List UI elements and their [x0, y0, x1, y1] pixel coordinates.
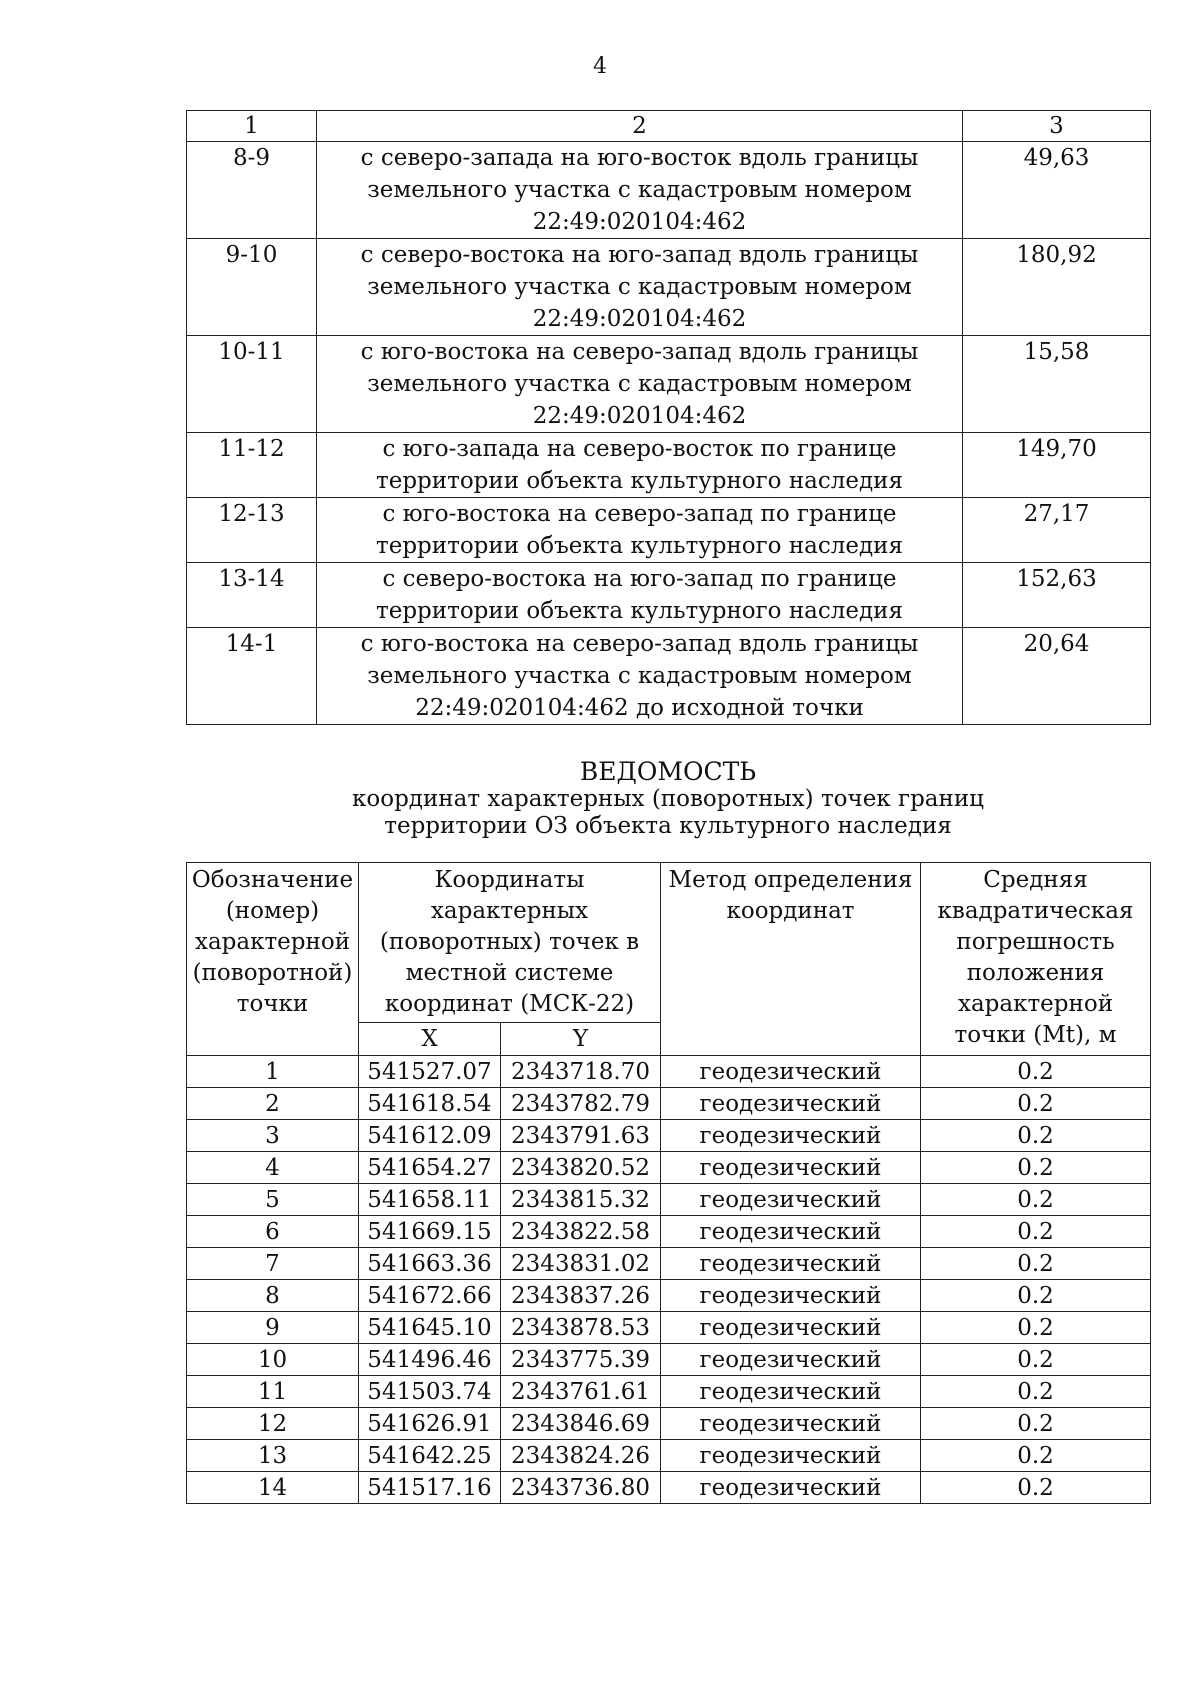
- route-row: [187, 239, 1151, 336]
- coordinate-row: [187, 1088, 1151, 1120]
- header-coordinates: Координаты характерных (поворотных) точек в местной системе координат (МСК-22): [359, 863, 661, 1023]
- cell-y: 2343815.32: [501, 1184, 661, 1216]
- cell-y: 2343878.53: [501, 1312, 661, 1344]
- cell-point: 5: [187, 1184, 359, 1216]
- cell-method: геодезический: [661, 1152, 921, 1184]
- route-length: 180,92: [963, 239, 1151, 336]
- coordinate-row: [187, 1376, 1151, 1408]
- cell-method: геодезический: [661, 1376, 921, 1408]
- cell-error: 0.2: [921, 1216, 1151, 1248]
- route-row: [187, 498, 1151, 563]
- coordinate-row: [187, 1440, 1151, 1472]
- route-segment: 9-10: [187, 239, 317, 336]
- cell-y: 2343846.69: [501, 1408, 661, 1440]
- coordinates-table: [186, 862, 1151, 1504]
- route-row: [187, 336, 1151, 433]
- coordinate-row: [187, 1472, 1151, 1504]
- cell-error: 0.2: [921, 1184, 1151, 1216]
- coordinate-row: [187, 1152, 1151, 1184]
- cell-y: 2343791.63: [501, 1120, 661, 1152]
- coordinate-row: [187, 1248, 1151, 1280]
- cell-method: геодезический: [661, 1280, 921, 1312]
- coordinate-row: [187, 1120, 1151, 1152]
- statement-subtitle-line-2: территории ОЗ объекта культурного наследия: [384, 813, 952, 839]
- header-error: Средняя квадратическая погрешность положения характерной точки (Mt), м: [921, 863, 1151, 1056]
- cell-y: 2343736.80: [501, 1472, 661, 1504]
- cell-point: 2: [187, 1088, 359, 1120]
- route-length: 27,17: [963, 498, 1151, 563]
- cell-point: 1: [187, 1056, 359, 1088]
- route-length: 49,63: [963, 142, 1151, 239]
- cell-point: 4: [187, 1152, 359, 1184]
- route-description: с юго-запада на северо-восток по границе территории объекта культурного наследия: [317, 433, 963, 498]
- cell-point: 14: [187, 1472, 359, 1504]
- cell-method: геодезический: [661, 1056, 921, 1088]
- cell-y: 2343775.39: [501, 1344, 661, 1376]
- cell-error: 0.2: [921, 1312, 1151, 1344]
- coordinate-row: [187, 1056, 1151, 1088]
- cell-method: геодезический: [661, 1120, 921, 1152]
- cell-error: 0.2: [921, 1152, 1151, 1184]
- route-header-col-1: 1: [187, 111, 317, 142]
- cell-error: 0.2: [921, 1248, 1151, 1280]
- cell-x: 541645.10: [359, 1312, 501, 1344]
- route-row: [187, 433, 1151, 498]
- route-length: 152,63: [963, 563, 1151, 628]
- header-point: Обозначение (номер) характерной (поворотной) точки: [187, 863, 359, 1056]
- cell-y: 2343822.58: [501, 1216, 661, 1248]
- cell-point: 13: [187, 1440, 359, 1472]
- route-description: с северо-запада на юго-восток вдоль границы земельного участка с кадастровым номером 22:49:020104:462: [317, 142, 963, 239]
- cell-y: 2343824.26: [501, 1440, 661, 1472]
- route-header-col-2: 2: [317, 111, 963, 142]
- statement-subtitle-line-1: координат характерных (поворотных) точек границ: [352, 786, 984, 812]
- cell-method: геодезический: [661, 1088, 921, 1120]
- cell-x: 541612.09: [359, 1120, 501, 1152]
- cell-point: 8: [187, 1280, 359, 1312]
- cell-x: 541672.66: [359, 1280, 501, 1312]
- route-table-header: [187, 111, 1151, 142]
- cell-error: 0.2: [921, 1440, 1151, 1472]
- statement-title: ВЕДОМОСТЬ: [579, 757, 757, 786]
- route-description: с северо-востока на юго-запад вдоль границы земельного участка с кадастровым номером 22:49:020104:462: [317, 239, 963, 336]
- coordinate-row: [187, 1312, 1151, 1344]
- route-segment: 10-11: [187, 336, 317, 433]
- cell-method: геодезический: [661, 1344, 921, 1376]
- cell-x: 541654.27: [359, 1152, 501, 1184]
- cell-error: 0.2: [921, 1056, 1151, 1088]
- cell-method: геодезический: [661, 1312, 921, 1344]
- route-row: [187, 142, 1151, 239]
- route-table-body: [187, 142, 1151, 725]
- cell-x: 541642.25: [359, 1440, 501, 1472]
- coordinate-row: [187, 1280, 1151, 1312]
- header-method: Метод определения координат: [661, 863, 921, 1056]
- page-number: 4: [593, 54, 607, 79]
- cell-method: геодезический: [661, 1248, 921, 1280]
- route-description: с юго-востока на северо-запад по границе территории объекта культурного наследия: [317, 498, 963, 563]
- route-row: [187, 628, 1151, 725]
- route-length: 149,70: [963, 433, 1151, 498]
- coordinate-row: [187, 1408, 1151, 1440]
- route-segment: 11-12: [187, 433, 317, 498]
- route-row: [187, 563, 1151, 628]
- cell-error: 0.2: [921, 1280, 1151, 1312]
- cell-method: геодезический: [661, 1408, 921, 1440]
- coordinate-row: [187, 1184, 1151, 1216]
- cell-x: 541663.36: [359, 1248, 501, 1280]
- cell-point: 7: [187, 1248, 359, 1280]
- coordinates-header-row: [187, 863, 1151, 1023]
- header-x: X: [359, 1023, 501, 1056]
- cell-error: 0.2: [921, 1344, 1151, 1376]
- cell-x: 541669.15: [359, 1216, 501, 1248]
- route-header-col-3: 3: [963, 111, 1151, 142]
- coordinate-row: [187, 1216, 1151, 1248]
- cell-method: геодезический: [661, 1472, 921, 1504]
- cell-error: 0.2: [921, 1376, 1151, 1408]
- route-segment: 14-1: [187, 628, 317, 725]
- coordinate-row: [187, 1344, 1151, 1376]
- route-description: с северо-востока на юго-запад по границе территории объекта культурного наследия: [317, 563, 963, 628]
- cell-point: 9: [187, 1312, 359, 1344]
- route-segment: 12-13: [187, 498, 317, 563]
- cell-error: 0.2: [921, 1472, 1151, 1504]
- cell-y: 2343837.26: [501, 1280, 661, 1312]
- cell-method: геодезический: [661, 1440, 921, 1472]
- cell-x: 541517.16: [359, 1472, 501, 1504]
- cell-y: 2343782.79: [501, 1088, 661, 1120]
- cell-x: 541618.54: [359, 1088, 501, 1120]
- cell-error: 0.2: [921, 1088, 1151, 1120]
- cell-point: 11: [187, 1376, 359, 1408]
- route-segment: 13-14: [187, 563, 317, 628]
- cell-point: 10: [187, 1344, 359, 1376]
- cell-y: 2343761.61: [501, 1376, 661, 1408]
- cell-error: 0.2: [921, 1408, 1151, 1440]
- route-length: 15,58: [963, 336, 1151, 433]
- cell-y: 2343820.52: [501, 1152, 661, 1184]
- cell-x: 541503.74: [359, 1376, 501, 1408]
- route-table: [186, 110, 1151, 725]
- cell-x: 541496.46: [359, 1344, 501, 1376]
- cell-error: 0.2: [921, 1120, 1151, 1152]
- cell-method: геодезический: [661, 1184, 921, 1216]
- cell-point: 3: [187, 1120, 359, 1152]
- cell-method: геодезический: [661, 1216, 921, 1248]
- route-description: с юго-востока на северо-запад вдоль границы земельного участка с кадастровым номером 22:49:020104:462 до исходной точки: [317, 628, 963, 725]
- route-length: 20,64: [963, 628, 1151, 725]
- header-y: Y: [501, 1023, 661, 1056]
- statement-title-block: [186, 758, 1150, 840]
- route-description: с юго-востока на северо-запад вдоль границы земельного участка с кадастровым номером 22:49:020104:462: [317, 336, 963, 433]
- cell-point: 6: [187, 1216, 359, 1248]
- cell-y: 2343718.70: [501, 1056, 661, 1088]
- cell-x: 541527.07: [359, 1056, 501, 1088]
- cell-x: 541658.11: [359, 1184, 501, 1216]
- cell-point: 12: [187, 1408, 359, 1440]
- coordinates-table-body: [187, 1056, 1151, 1504]
- cell-x: 541626.91: [359, 1408, 501, 1440]
- route-segment: 8-9: [187, 142, 317, 239]
- cell-y: 2343831.02: [501, 1248, 661, 1280]
